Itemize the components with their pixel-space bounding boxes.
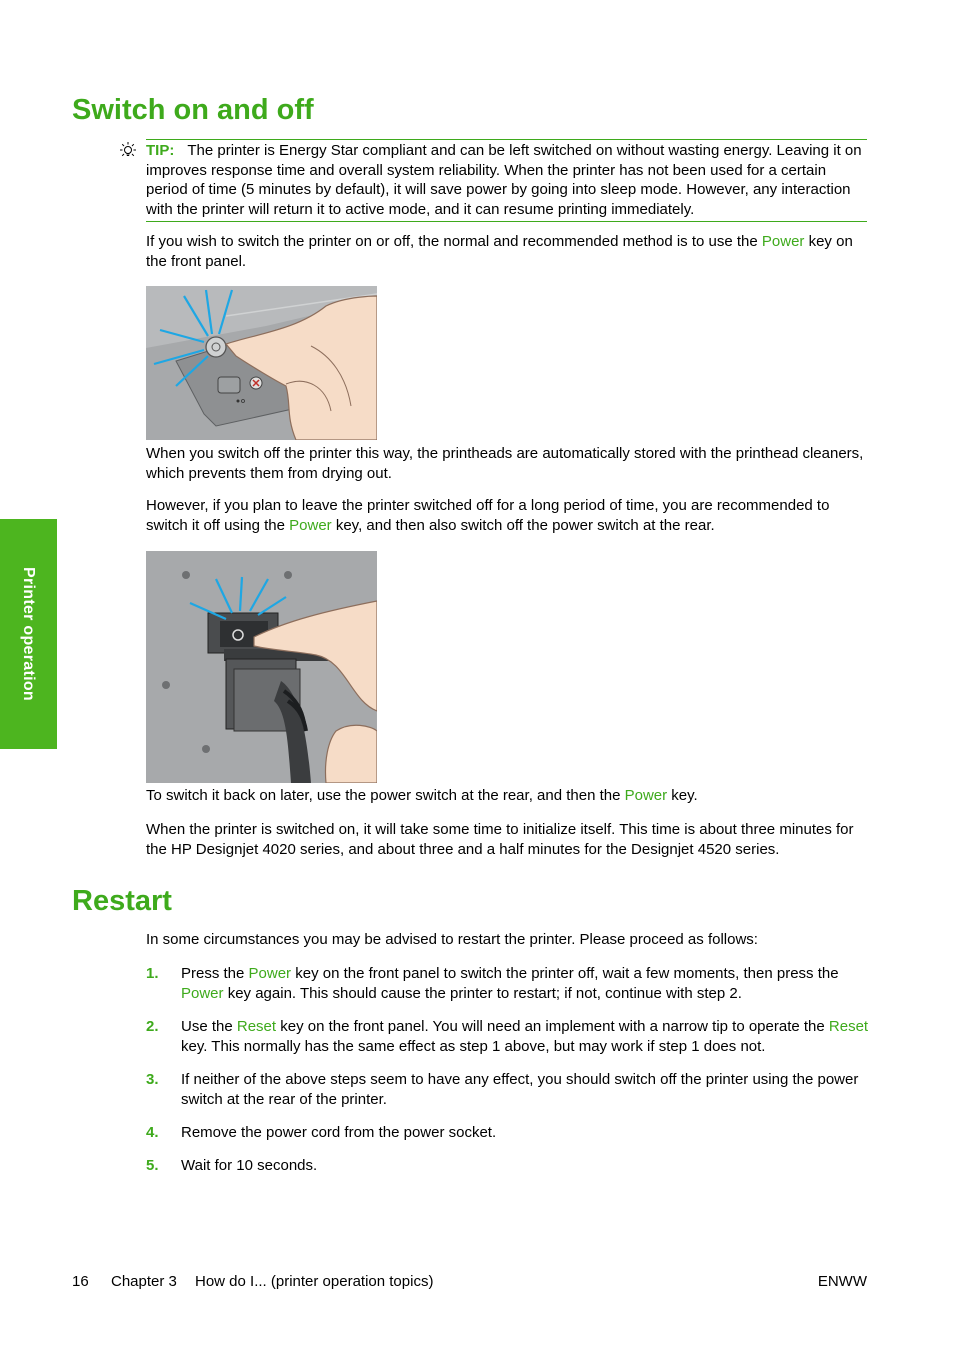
step-number: 4.	[146, 1124, 159, 1141]
tip-label: TIP:	[146, 142, 175, 159]
step-text: Press the Power key on the front panel to switch the printer off, wait a few moments, then press the Power key again. This should cause the printer to restart; if not, continue with step 2.	[181, 965, 839, 1002]
restart-intro: In some circumstances you may be advised to restart the printer. Please proceed as follows:	[146, 931, 758, 948]
paragraph-long-period: However, if you plan to leave the printer switched off for a long period of time, you are recommended to switch it off using the Power key, and then also switch off the power switch at the rear.	[146, 497, 830, 534]
step-text: If neither of the above steps seem to have any effect, you should switch off the printer using the power switch at the rear of the printer.	[181, 1071, 859, 1108]
step-number: 5.	[146, 1157, 159, 1174]
side-tab-label: Printer operation	[20, 566, 37, 701]
page-number: 16	[72, 1273, 89, 1290]
reset-key-ref: Reset	[236, 1018, 277, 1035]
rear-power-switch-illustration	[146, 551, 377, 783]
paragraph-power-key: If you wish to switch the printer on or off, the normal and recommended method is to use the Power key on the front panel.	[146, 233, 853, 270]
paragraph-printheads-stored: When you switch off the printer this way, the printheads are automatically stored with the printhead cleaners, which prevents them from drying out.	[146, 445, 864, 482]
power-key-ref: Power	[289, 516, 332, 534]
step-number: 3.	[146, 1071, 159, 1088]
side-tab	[0, 519, 57, 749]
power-key-ref: Power	[761, 233, 805, 250]
step-number: 2.	[146, 1018, 159, 1035]
power-key-ref: Power	[248, 965, 292, 982]
chapter-label: Chapter 3	[111, 1273, 177, 1290]
paragraph-switch-back-on: To switch it back on later, use the power switch at the rear, and then the Power key.	[146, 787, 698, 804]
power-key-illustration	[146, 286, 377, 440]
chapter-title: How do I... (printer operation topics)	[195, 1273, 434, 1290]
power-key-ref: Power	[624, 787, 668, 804]
section-title-restart: Restart	[72, 885, 172, 917]
step-text: Wait for 10 seconds.	[181, 1157, 318, 1174]
step-text: Use the Reset key on the front panel. You will need an implement with a narrow tip to operate the Reset key. This normally has the same effect as step 1 above, but may work if step 1 does not.	[181, 1018, 869, 1055]
tip-text: TIP: The printer is Energy Star compliant and can be left switched on without wasting energy. Leaving it on improves response time and overall system reliability. When the printer has not been used for a certain period of time (5 minutes by default), it will save power by going into sleep mode. However, any interaction with the printer will return it to active mode, and it can resume printing immediately.	[146, 142, 862, 218]
reset-key-ref: Reset	[828, 1018, 869, 1035]
tip-box	[146, 139, 867, 222]
footer-enww: ENWW	[817, 1273, 867, 1290]
lightbulb-icon	[118, 141, 138, 161]
paragraph-initialize-time: When the printer is switched on, it will take some time to initialize itself. This time is about three minutes for the HP Designjet 4020 series, and about three and a half minutes for the Designjet 4520 series.	[146, 821, 854, 858]
section-title-switch: Switch on and off	[72, 94, 314, 126]
step-number: 1.	[146, 965, 159, 982]
power-key-ref: Power	[181, 984, 224, 1002]
step-text: Remove the power cord from the power socket.	[181, 1124, 497, 1141]
